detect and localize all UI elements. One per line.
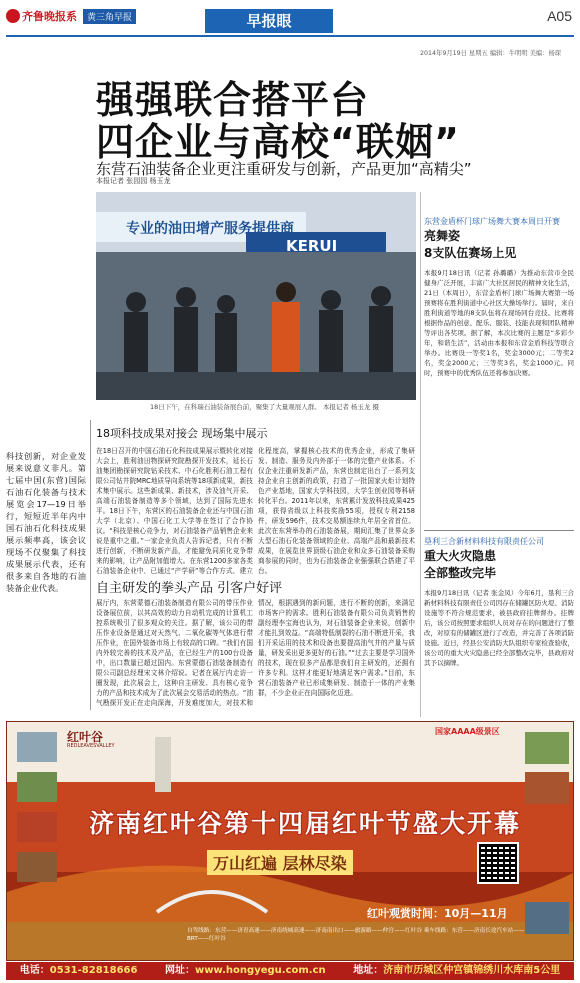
- intro-paragraph: 科技创新，对企业发展来说意义非凡。第七届中国(东营)国际石油石化装备与技术展览会17—19日举行，短短近半年内中国石油石化科技成果展示频率高，该会议现场不仅聚集了科技成果展示代表，还有很多来自各地的石油装备企业代表。: [6, 451, 86, 593]
- column-divider: [90, 420, 91, 710]
- section-heading-2: 自主研发的拳头产品 引客户好评: [96, 581, 283, 596]
- paper-logo-icon: [6, 9, 20, 23]
- masthead: [0, 0, 580, 36]
- story-1-title: [424, 228, 516, 262]
- phone-number: 0531-82818666: [49, 965, 138, 976]
- story-1-kicker: 东营金盾杯门球广场舞大赛本周日开赛: [424, 217, 560, 226]
- story-1-title-line-2: 8支队伍赛场上见: [424, 246, 517, 260]
- advertisement-red-leaves-valley[interactable]: [6, 721, 574, 961]
- ad-brand-subtitle: REDLEAVESVALLEY: [67, 743, 115, 749]
- ad-viewing-time: 红叶观赏时间：10月—11月: [367, 907, 508, 920]
- ad-brand-name: 红叶谷: [67, 730, 104, 744]
- story-1-body: 本报9月18日讯（记者 孙璐璐）为推动东营市全民健身广泛开展，丰富广大社区居民的精神文化生活，21日（本周日），东营金盾杯门球广场舞大赛第一场预赛将在胜利街道中心社区大操场举行。届时，来自胜利街道等地的8支队伍将在现场同台竞技。比赛将根据作品的创意、配乐、服装、技能表现和团队精神等评出各奖项。据了解，本次比赛的主题是“多彩少年，和谐生活”，活动由本报和东营金盾科技等联合举办。比赛设一等奖1名，奖金3000元；二等奖2名，奖金2000元；三等奖3名，奖金1000元。同时，预赛中的优秀队伍还将参加决赛。: [424, 269, 574, 377]
- headline-line-1: 强强联合搭平台: [96, 78, 370, 122]
- section-1-column-b: 化程度高，掌握核心技术的优秀企业，形成了集研发、制造、服务及内外部于一体的完整产业体系。不仅企业注重研发新产品，东营也制定出台了一系列支持企业自主创新的政策，打造了一批国家火炬计划特色产业基地，国家大学科技园，大学生创业园等科研转化平台。2011年以来，东营累计发放科技成果425项，获得省级以上科技奖励55项，授权专利2158件，研发596件，技术交易额连续九年居全省首位。此次在东营举办的石油装备展，期间汇集了世界众多大型石油石化装备领域的企业、高端产品和最新技术成果，在展览世界顶级石油企业和众多石油装备采购商参展的同时，也为石油装备企业强强联合搭建了平台。: [258, 447, 415, 574]
- date-editor-line: 2014年9月19日 星期五 编辑：牛明明 美编：杨琛: [420, 50, 562, 57]
- ad-main-title: 济南红叶谷第十四届红叶节盛大开幕: [89, 809, 522, 838]
- story-2-body: 本报9月18日讯（记者 张金凤）今年6月，垦利三合新材料科技有限责任公司因存在储罐区防火堤、消防设施等不符合规范要求，被县政府挂牌督办。挂牌后，该公司按照要求组织人员对存在的问题进行了整改，对原有的储罐区进行了改造，并完善了各项消防设施。近日，经县公安消防大队组织专家检查验收，该公司的重大火灾隐患已经全部整改完毕，县政府对其予以摘牌。: [424, 589, 574, 667]
- story-2-kicker: 垦利三合新材料科技有限责任公司: [424, 537, 544, 546]
- paper-tag: 黄三角早报: [83, 9, 136, 24]
- address-info: [353, 962, 560, 980]
- address-text: 济南市历城区仲宫镇锦绣川水库南5公里: [383, 965, 561, 976]
- paper-name: 齐鲁晚报系: [22, 10, 77, 23]
- page-number: A05: [547, 8, 572, 24]
- address-label: 地址：: [353, 965, 384, 976]
- qr-code-icon[interactable]: [477, 842, 519, 884]
- website-label: 网址：: [165, 965, 196, 976]
- section-heading-1: 18项科技成果对接会 现场集中展示: [96, 427, 268, 440]
- phone-label: 电话：: [19, 965, 50, 976]
- section-title: 早报眼: [205, 9, 333, 33]
- story-2-title-line-1: 重大火灾隐患: [424, 549, 497, 563]
- byline: 本报记者 张园园 杨玉龙: [96, 177, 171, 185]
- story-2-title: [424, 548, 496, 582]
- ad-contact-bar: [6, 962, 574, 980]
- section-2-column-a: 展厅内，东营蒙德石油装备制造有限公司的带压作业设备展位前，以其高效的动力自动机完成的计算机工控系统吸引了很多观众的关注。据了解，该公司的带压作业设备是通过对天然气、二氧化碳等气体进行带压作业，在国外装备市场上有较高的口碑。“我们有国内外较完善的技术及产品，在已经生产的100台设备中，出口数量已超过国内。东营蒙德石油装备制造有限公司副总经理宋文林介绍说。记者在展厅内走访一圈发现，此次展会上，这种自主研发、具有核心竞争力的产品和技术成为了此次展会交易活动的热点。“油气勘探开发正在走向深海，开发难度加大，对技术和: [96, 599, 253, 707]
- ad-route-info: 自驾线路：东营——济青高速——济南绕城高速——济南南出口——旅游路——仲宫——红叶谷 乘车线路：东营——济南长途汽车站——BRT——红叶谷: [187, 928, 525, 942]
- exhibition-photo: [96, 192, 416, 400]
- phone-info[interactable]: [20, 962, 138, 980]
- photo-banner-text: 专业的油田增产服务提供商: [126, 221, 294, 237]
- story-divider: [424, 530, 574, 531]
- paper-logo[interactable]: [6, 7, 136, 25]
- photo-brand-sign: KERUI: [286, 237, 338, 255]
- right-column-divider: [420, 192, 421, 717]
- website-info[interactable]: [165, 962, 326, 980]
- section-2-column-b: 情况，根据遇到的新问题，进行不断的创新，来满足市场客户的需求。胜利石油装备有限公司负责销售的副经理李宝海也认为，对石油装备企业来说，创新中才能扎到效益。“高端特低制裂的石油不断进开采，我们开采运用的技术和设备也要提高油气井的产量与质量，研发采出更多更好的石油。”“过去主要是学习国外的技术，现在很多产品都是我们自主研发的，还拥有许多专利。这样才能更好地满足客户需求。”目前，东营石油装备产业已形成集研发、制造于一体的产业集群，不少企业正在向国际化迈进。: [258, 599, 415, 697]
- main-headline: [96, 79, 460, 163]
- header-rule: [6, 35, 574, 37]
- ad-scenic-level: 国家AAAA级景区: [435, 727, 500, 736]
- story-1-title-line-1: 亮舞姿: [424, 229, 461, 243]
- story-2-title-line-2: 全部整改完毕: [424, 566, 497, 580]
- ad-slogan: 万山红遍 层林尽染: [207, 850, 353, 875]
- headline-line-2: 四企业与高校“联姻”: [96, 120, 460, 164]
- subheadline: 东营石油装备企业更注重研发与创新，产品更加“高精尖”: [96, 160, 472, 178]
- website-url: www.hongyegu.com.cn: [195, 965, 326, 976]
- photo-caption: 18日下午，在科瑞石油装备展台前，聚集了大量观展人群。 本报记者 杨玉龙 摄: [150, 403, 379, 411]
- section-1-column-a: 在18日召开的中国石油石化科技成果展示暨转化对接大会上，胜利油田物探研究院勘探开发技术，延长石油集团勘探研究院钻采技术、中石化胜利石油工程有限公司钻井院MRC地质导向系统等18项新成果，新技术集中展示。这些新成果、新技术，涉及油气开采、高端石油装备制造等多个领域，达到了国际先进水平。18日下午，东营区的石油装备企业还与中国石油大学（北京）、中国石化工大学等在签订了合作协议。“科技是核心竞争力，对石油装备产品销售企业来说是重中之重。”一家企业负责人告诉记者，只有不断进行创新，不断研发新产品，才能避免同质化竞争带来的影响，让产品附加值增大。在东营1200多家各类石油装备企业中，已通过“产学研”等合作方式，建立: [96, 447, 253, 574]
